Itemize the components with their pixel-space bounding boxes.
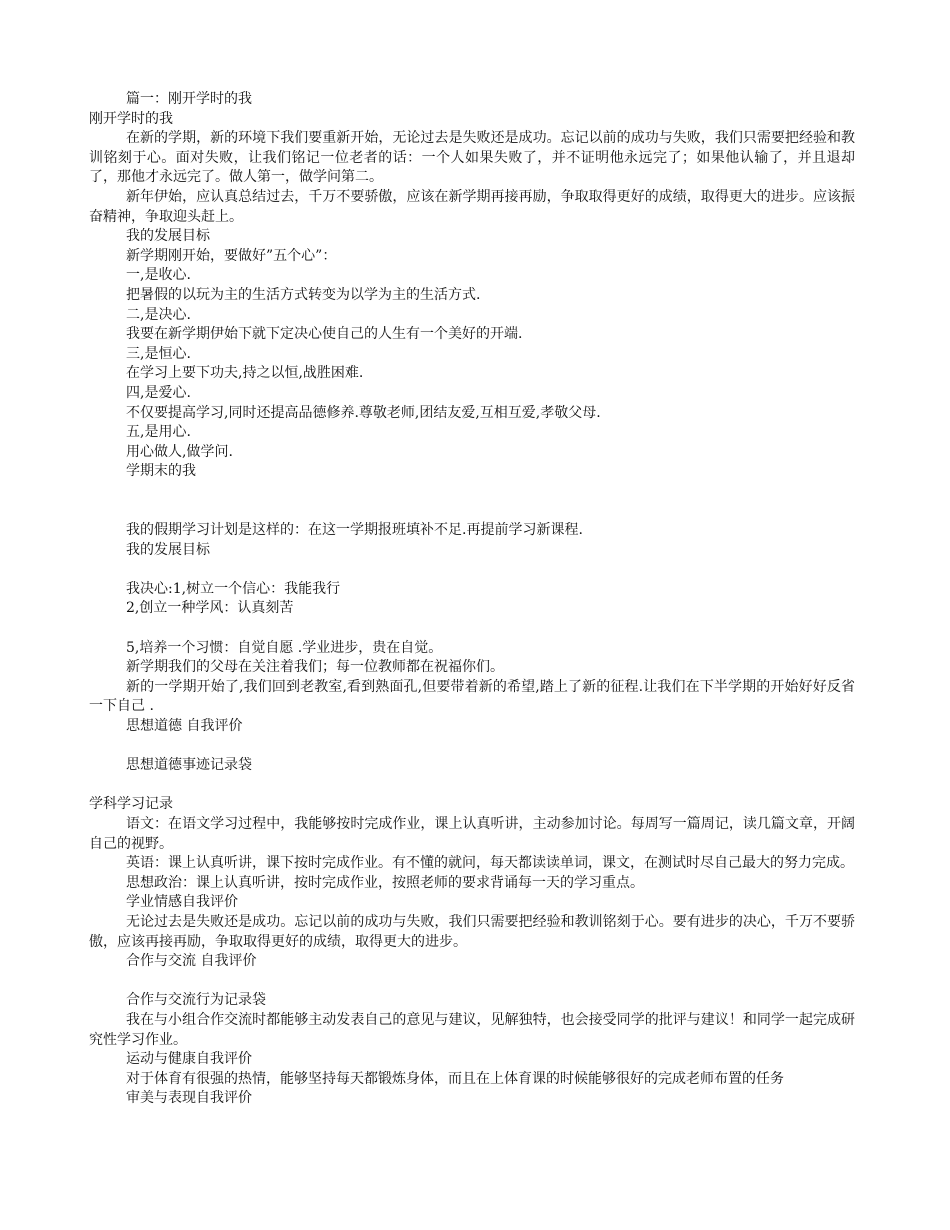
subheading: 合作与交流行为记录袋 <box>126 992 266 1009</box>
paragraph: 我决心:1,树立一个信心：我能我行 <box>126 580 341 597</box>
list-item: 一,是收心. <box>126 267 191 284</box>
paragraph: 我的假期学习计划是这样的：在这一学期报班填补不足.再提前学习新课程. <box>126 522 583 539</box>
paragraph: 英语：课上认真听讲，课下按时完成作业。有不懂的就问，每天都读读单词，课文，在测试时尽自己最大的努力完成。 <box>126 855 854 872</box>
paragraph: 思想政治：课上认真听讲，按时完成作业，按照老师的要求背诵每一天的学习重点。 <box>126 874 644 891</box>
paragraph: 在学习上要下功夫,持之以恒,战胜困难. <box>126 365 364 382</box>
list-item: 五,是用心. <box>126 424 191 441</box>
subheading: 运动与健康自我评价 <box>126 1051 252 1068</box>
subheading: 我的发展目标 <box>126 228 210 245</box>
paragraph: 我在与小组合作交流时都能够主动发表自己的意见与建议，见解独特，也会接受同学的批评与建议！和同学一起完成研究性学习作业。 <box>89 1011 855 1048</box>
blank-line <box>89 737 855 757</box>
list-item: 三,是恒心. <box>126 345 191 362</box>
list-item: 二,是决心. <box>126 306 191 323</box>
blank-line <box>89 972 855 992</box>
paragraph: 新学期我们的父母在关注着我们；每一位教师都在祝福你们。 <box>126 659 504 676</box>
paragraph: 把暑假的以玩为主的生活方式转变为以学为主的生活方式. <box>126 286 481 303</box>
paragraph: 对于体育有很强的热情，能够坚持每天都锻炼身体，而且在上体育课的时候能够很好的完成老师布置的任务 <box>126 1070 784 1087</box>
paragraph: 新年伊始，应认真总结过去，千万不要骄傲，应该在新学期再接再励，争取取得更好的成绩，取得更大的进步。应该振奋精神，争取迎头赶上。 <box>89 188 855 225</box>
paragraph: 不仅要提高学习,同时还提高品德修养.尊敬老师,团结友爱,互相互爱,孝敬父母. <box>126 404 601 421</box>
blank-line <box>89 501 855 521</box>
paragraph: 语文：在语文学习过程中，我能够按时完成作业，课上认真听讲，主动参加讨论。每周写一篇周记，读几篇文章，开阔自己的视野。 <box>89 815 855 852</box>
paragraph: 5,培养一个习惯：自觉自愿 .学业进步，贵在自觉。 <box>126 639 443 656</box>
paragraph: 新学期刚开始，要做好”五个心”： <box>126 247 337 264</box>
blank-line <box>89 776 855 796</box>
section-title: 刚开学时的我 <box>89 110 173 127</box>
paragraph: 在新的学期，新的环境下我们要重新开始，无论过去是失败还是成功。忘记以前的成功与失败，我们只需要把经验和教训铭刻于心。面对失败，让我们铭记一位老者的话：一个人如果失败了，并不证明他永远完了；如果他认输了，并且退却了，那他才永远完了。做人第一，做学问第二。 <box>89 130 855 186</box>
chapter-heading: 篇一：刚开学时的我 <box>126 91 252 107</box>
subheading: 合作与交流 自我评价 <box>126 953 257 970</box>
section-title: 学科学习记录 <box>89 796 173 813</box>
document-body <box>89 90 855 1109</box>
subheading: 学业情感自我评价 <box>126 894 238 911</box>
paragraph: 无论过去是失败还是成功。忘记以前的成功与失败，我们只需要把经验和教训铭刻于心。要有进步的决心，千万不要骄傲，应该再接再励，争取取得更好的成绩，取得更大的进步。 <box>89 913 855 950</box>
paragraph: 我要在新学期伊始下就下定决心使自己的人生有一个美好的开端. <box>126 326 523 343</box>
list-item: 四,是爱心. <box>126 384 191 401</box>
blank-line <box>89 482 855 502</box>
blank-line <box>89 560 855 580</box>
subheading: 思想道德事迹记录袋 <box>126 757 252 774</box>
subheading: 我的发展目标 <box>126 541 210 558</box>
subheading: 审美与表现自我评价 <box>126 1090 252 1107</box>
paragraph: 2,创立一种学风：认真刻苦 <box>126 600 294 617</box>
blank-line <box>89 619 855 639</box>
subheading: 学期末的我 <box>126 463 196 480</box>
paragraph: 用心做人,做学问. <box>126 443 233 460</box>
paragraph: 新的一学期开始了,我们回到老教室,看到熟面孔,但要带着新的希望,踏上了新的征程.让我们在下半学期的开始好好反省一下自己 . <box>89 678 855 715</box>
subheading: 思想道德 自我评价 <box>126 718 243 734</box>
